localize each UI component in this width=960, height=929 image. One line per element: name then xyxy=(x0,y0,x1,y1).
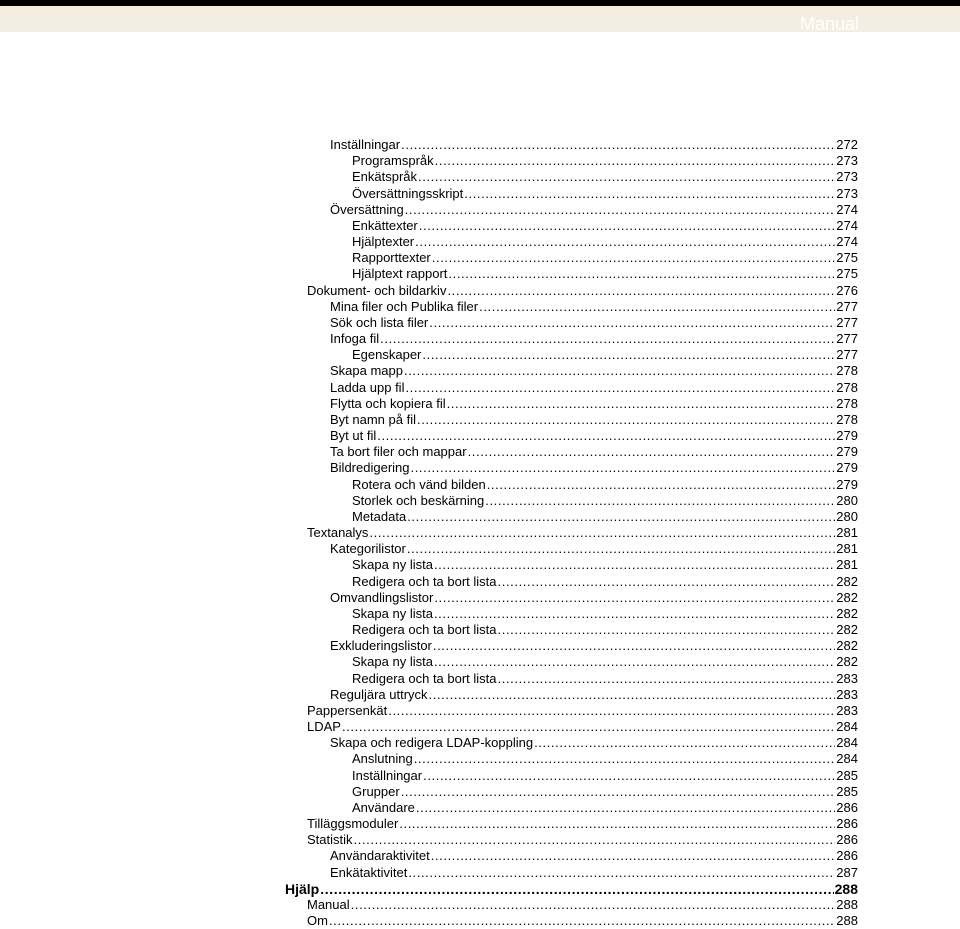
toc-entry-page: 285 xyxy=(836,783,858,799)
toc-dot-leader xyxy=(434,557,835,573)
toc-entry-page: 281 xyxy=(836,557,858,573)
toc-entry-title: Hjälp xyxy=(285,880,320,897)
toc-entry[interactable] xyxy=(352,671,858,687)
toc-dot-leader xyxy=(479,299,835,315)
toc-entry-page: 282 xyxy=(836,654,858,670)
toc-entry-title: Byt namn på fil xyxy=(330,411,416,427)
toc-dot-leader xyxy=(377,428,835,444)
toc-dot-leader xyxy=(388,703,835,719)
toc-dot-leader xyxy=(498,671,836,687)
toc-entry-title: Översättning xyxy=(330,201,404,217)
toc-dot-leader xyxy=(434,654,835,670)
toc-dot-leader xyxy=(423,768,835,784)
toc-entry[interactable] xyxy=(352,493,858,509)
toc-dot-leader xyxy=(354,832,836,848)
header-title: Manual xyxy=(799,14,859,34)
toc-entry[interactable] xyxy=(330,315,858,331)
toc-dot-leader xyxy=(407,509,835,525)
toc-entry-title: Programspråk xyxy=(352,153,434,169)
toc-entry-page: 279 xyxy=(836,444,858,460)
toc-entry-title: Anslutning xyxy=(352,751,413,767)
toc-entry-page: 283 xyxy=(836,702,858,718)
toc-entry-title: Ladda upp fil xyxy=(330,379,405,395)
toc-dot-leader xyxy=(416,800,835,816)
toc-dot-leader xyxy=(534,735,835,751)
toc-dot-leader xyxy=(408,865,835,881)
toc-entry-title: Redigera och ta bort lista xyxy=(352,573,497,589)
toc-entry-title: Grupper xyxy=(352,783,400,799)
toc-entry[interactable] xyxy=(330,412,858,428)
toc-entry[interactable] xyxy=(307,283,858,299)
toc-entry-page: 286 xyxy=(836,816,858,832)
header-bar xyxy=(0,0,960,32)
toc-entry-title: Om xyxy=(307,913,328,929)
toc-dot-leader xyxy=(433,638,835,654)
toc-entry-page: 278 xyxy=(836,379,858,395)
toc-entry-page: 282 xyxy=(836,573,858,589)
toc-entry-page: 280 xyxy=(836,492,858,508)
toc-entry-title: Flytta och kopiera fil xyxy=(330,395,446,411)
toc-entry-title: Mina filer och Publika filer xyxy=(330,298,479,314)
toc-entry-title: Dokument- och bildarkiv xyxy=(307,282,447,298)
toc-entry-title: Textanalys xyxy=(307,525,369,541)
toc-entry-page: 284 xyxy=(836,735,858,751)
toc-entry[interactable] xyxy=(352,768,858,784)
toc-entry-page: 274 xyxy=(836,201,858,217)
toc-entry[interactable] xyxy=(352,153,858,169)
toc-entry[interactable] xyxy=(352,477,858,493)
toc-entry-page: 273 xyxy=(836,169,858,185)
toc-entry[interactable] xyxy=(330,202,858,218)
toc-entry-page: 283 xyxy=(836,686,858,702)
toc-entry-title: Statistik xyxy=(307,832,353,848)
toc-entry[interactable] xyxy=(352,347,858,363)
toc-entry-title: Inställningar xyxy=(330,137,401,152)
toc-entry-page: 286 xyxy=(836,799,858,815)
toc-entry-page: 274 xyxy=(836,217,858,233)
toc-entry[interactable] xyxy=(352,557,858,573)
toc-entry-page: 277 xyxy=(836,331,858,347)
toc-entry-page: 286 xyxy=(836,832,858,848)
toc-dot-leader xyxy=(429,687,836,703)
toc-entry-page: 281 xyxy=(836,525,858,541)
toc-dot-leader xyxy=(485,493,835,509)
toc-entry-title: Infoga fil xyxy=(330,331,380,347)
toc-entry[interactable] xyxy=(307,719,858,735)
toc-entry-page: 282 xyxy=(836,622,858,638)
toc-dot-leader xyxy=(447,396,836,412)
toc-entry-title: Egenskaper xyxy=(352,347,422,363)
toc-entry-page: 281 xyxy=(836,541,858,557)
toc-entry-title: Omvandlingslistor xyxy=(330,589,434,605)
toc-entry-page: 279 xyxy=(836,428,858,444)
toc-entry[interactable] xyxy=(330,687,858,703)
toc-dot-leader xyxy=(407,541,835,557)
toc-dot-leader xyxy=(432,250,836,266)
toc-entry-page: 277 xyxy=(836,347,858,363)
toc-entry-page: 279 xyxy=(836,460,858,476)
toc-entry-page: 275 xyxy=(836,250,858,266)
toc-entry[interactable] xyxy=(330,541,858,557)
toc-entry-title: Skapa och redigera LDAP-koppling xyxy=(330,735,534,751)
toc-entry-title: LDAP xyxy=(307,719,341,735)
toc-dot-leader xyxy=(414,751,836,767)
toc-entry-title: Översättningsskript xyxy=(352,185,464,201)
toc-dot-leader xyxy=(401,137,835,153)
toc-dot-leader xyxy=(411,460,836,476)
toc-entry-title: Bildredigering xyxy=(330,460,410,476)
toc-entry-title: Redigera och ta bort lista xyxy=(352,622,497,638)
toc-entry-page: 273 xyxy=(836,153,858,169)
toc-entry-title: Manual xyxy=(307,896,350,912)
toc-entry-title: Rotera och vänd bilden xyxy=(352,476,486,492)
toc-entry-page: 282 xyxy=(836,589,858,605)
toc-entry[interactable] xyxy=(352,622,858,638)
toc-dot-leader xyxy=(419,218,836,234)
toc-entry[interactable] xyxy=(330,331,858,347)
toc-entry[interactable] xyxy=(352,800,858,816)
toc-entry[interactable] xyxy=(330,299,858,315)
toc-entry[interactable] xyxy=(352,606,858,622)
toc-entry-title: Skapa ny lista xyxy=(352,654,433,670)
toc-entry-title: Sök och lista filer xyxy=(330,314,429,330)
toc-entry[interactable] xyxy=(330,428,858,444)
toc-dot-leader xyxy=(498,622,836,638)
toc-dot-leader xyxy=(369,525,835,541)
toc-entry[interactable] xyxy=(352,751,858,767)
toc-dot-leader xyxy=(431,848,836,864)
toc-dot-leader xyxy=(417,412,835,428)
toc-entry-page: 273 xyxy=(836,185,858,201)
toc-entry-page: 287 xyxy=(836,864,858,880)
toc-dot-leader xyxy=(418,169,835,185)
toc-dot-leader xyxy=(405,380,835,396)
toc-entry[interactable] xyxy=(352,266,858,282)
toc-entry[interactable] xyxy=(352,654,858,670)
toc-entry[interactable] xyxy=(307,897,858,913)
toc-entry-title: Tilläggsmoduler xyxy=(307,816,399,832)
toc-entry-title: Ta bort filer och mappar xyxy=(330,444,467,460)
toc-dot-leader xyxy=(434,606,835,622)
toc-entry-page: 278 xyxy=(836,363,858,379)
toc-entry-page: 275 xyxy=(836,266,858,282)
toc-entry-title: Metadata xyxy=(352,508,407,524)
toc-dot-leader xyxy=(422,347,835,363)
toc-entry-title: Hjälptext rapport xyxy=(352,266,448,282)
toc-entry-page: 276 xyxy=(836,282,858,298)
toc-entry[interactable] xyxy=(352,218,858,234)
toc-entry-page: 288 xyxy=(834,880,858,897)
toc-entry-page: 272 xyxy=(836,137,858,152)
toc-entry-page: 278 xyxy=(836,395,858,411)
toc-entry-page: 288 xyxy=(836,896,858,912)
toc-entry-page: 277 xyxy=(836,298,858,314)
toc-entry[interactable] xyxy=(330,396,858,412)
toc-entry-title: Enkätaktivitet xyxy=(330,864,408,880)
toc-entry-title: Exkluderingslistor xyxy=(330,638,432,654)
toc-entry[interactable] xyxy=(307,816,858,832)
toc-entry[interactable] xyxy=(352,234,858,250)
toc-entry-title: Hjälptexter xyxy=(352,234,415,250)
toc-dot-leader xyxy=(464,186,835,202)
toc-entry-title: Redigera och ta bort lista xyxy=(352,670,497,686)
toc-entry-page: 274 xyxy=(836,234,858,250)
toc-dot-leader xyxy=(342,719,835,735)
toc-entry-page: 277 xyxy=(836,314,858,330)
toc-dot-leader xyxy=(401,784,836,800)
toc-entry-title: Enkättexter xyxy=(352,217,418,233)
toc-entry-title: Skapa mapp xyxy=(330,363,403,379)
toc-dot-leader xyxy=(435,153,836,169)
toc-dot-leader xyxy=(351,897,836,913)
toc-entry-title: Skapa ny lista xyxy=(352,605,433,621)
toc-entry[interactable] xyxy=(330,590,858,606)
toc-entry[interactable] xyxy=(330,380,858,396)
toc-dot-leader xyxy=(405,202,836,218)
toc-entry-page: 282 xyxy=(836,638,858,654)
toc-dot-leader xyxy=(447,283,835,299)
toc-entry[interactable] xyxy=(330,363,858,379)
toc-entry-page: 279 xyxy=(836,476,858,492)
toc-dot-leader xyxy=(320,881,833,897)
toc-entry[interactable] xyxy=(352,169,858,185)
toc-entry-title: Pappersenkät xyxy=(307,702,388,718)
toc-entry-title: Skapa ny lista xyxy=(352,557,433,573)
toc-entry-page: 282 xyxy=(836,605,858,621)
toc-entry[interactable] xyxy=(330,137,858,153)
toc-entry-title: Enkätspråk xyxy=(352,169,418,185)
toc-entry-page: 284 xyxy=(836,751,858,767)
toc-entry-title: Användare xyxy=(352,799,415,815)
toc-entry-page: 283 xyxy=(836,670,858,686)
toc-entry-title: Inställningar xyxy=(352,767,423,783)
toc-entry[interactable] xyxy=(330,865,858,881)
toc-entry[interactable] xyxy=(352,574,858,590)
toc-dot-leader xyxy=(399,816,835,832)
toc-dot-leader xyxy=(498,574,836,590)
toc-entry-title: Rapporttexter xyxy=(352,250,431,266)
toc-entry[interactable] xyxy=(330,735,858,751)
toc-dot-leader xyxy=(380,331,835,347)
toc-dot-leader xyxy=(434,590,835,606)
toc-entry-page: 286 xyxy=(836,848,858,864)
toc-dot-leader xyxy=(487,477,836,493)
toc-entry[interactable] xyxy=(330,460,858,476)
toc-entry-page: 285 xyxy=(836,767,858,783)
toc-entry[interactable] xyxy=(307,832,858,848)
toc-entry-title: Kategorilistor xyxy=(330,541,406,557)
toc-entry-title: Reguljära uttryck xyxy=(330,686,428,702)
toc-entry-page: 288 xyxy=(836,913,858,929)
toc-dot-leader xyxy=(415,234,835,250)
toc-dot-leader xyxy=(448,266,835,282)
toc-entry[interactable] xyxy=(352,250,858,266)
toc-entry-page: 284 xyxy=(836,719,858,735)
toc-entry-page: 280 xyxy=(836,508,858,524)
toc-entry[interactable] xyxy=(307,703,858,719)
toc-entry-title: Användaraktivitet xyxy=(330,848,430,864)
toc-entry[interactable] xyxy=(307,525,858,541)
toc-entry-title: Storlek och beskärning xyxy=(352,492,485,508)
toc-entry[interactable] xyxy=(352,186,858,202)
toc-entry-page: 278 xyxy=(836,411,858,427)
toc-entry[interactable] xyxy=(285,881,858,897)
toc-entry[interactable] xyxy=(330,444,858,460)
toc-entry[interactable] xyxy=(352,509,858,525)
toc-entry[interactable] xyxy=(352,784,858,800)
toc-dot-leader xyxy=(429,315,835,331)
toc-dot-leader xyxy=(404,363,835,379)
toc-entry[interactable] xyxy=(330,848,858,864)
toc-entry-title: Byt ut fil xyxy=(330,428,377,444)
toc-dot-leader xyxy=(468,444,836,460)
toc-entry[interactable] xyxy=(330,638,858,654)
